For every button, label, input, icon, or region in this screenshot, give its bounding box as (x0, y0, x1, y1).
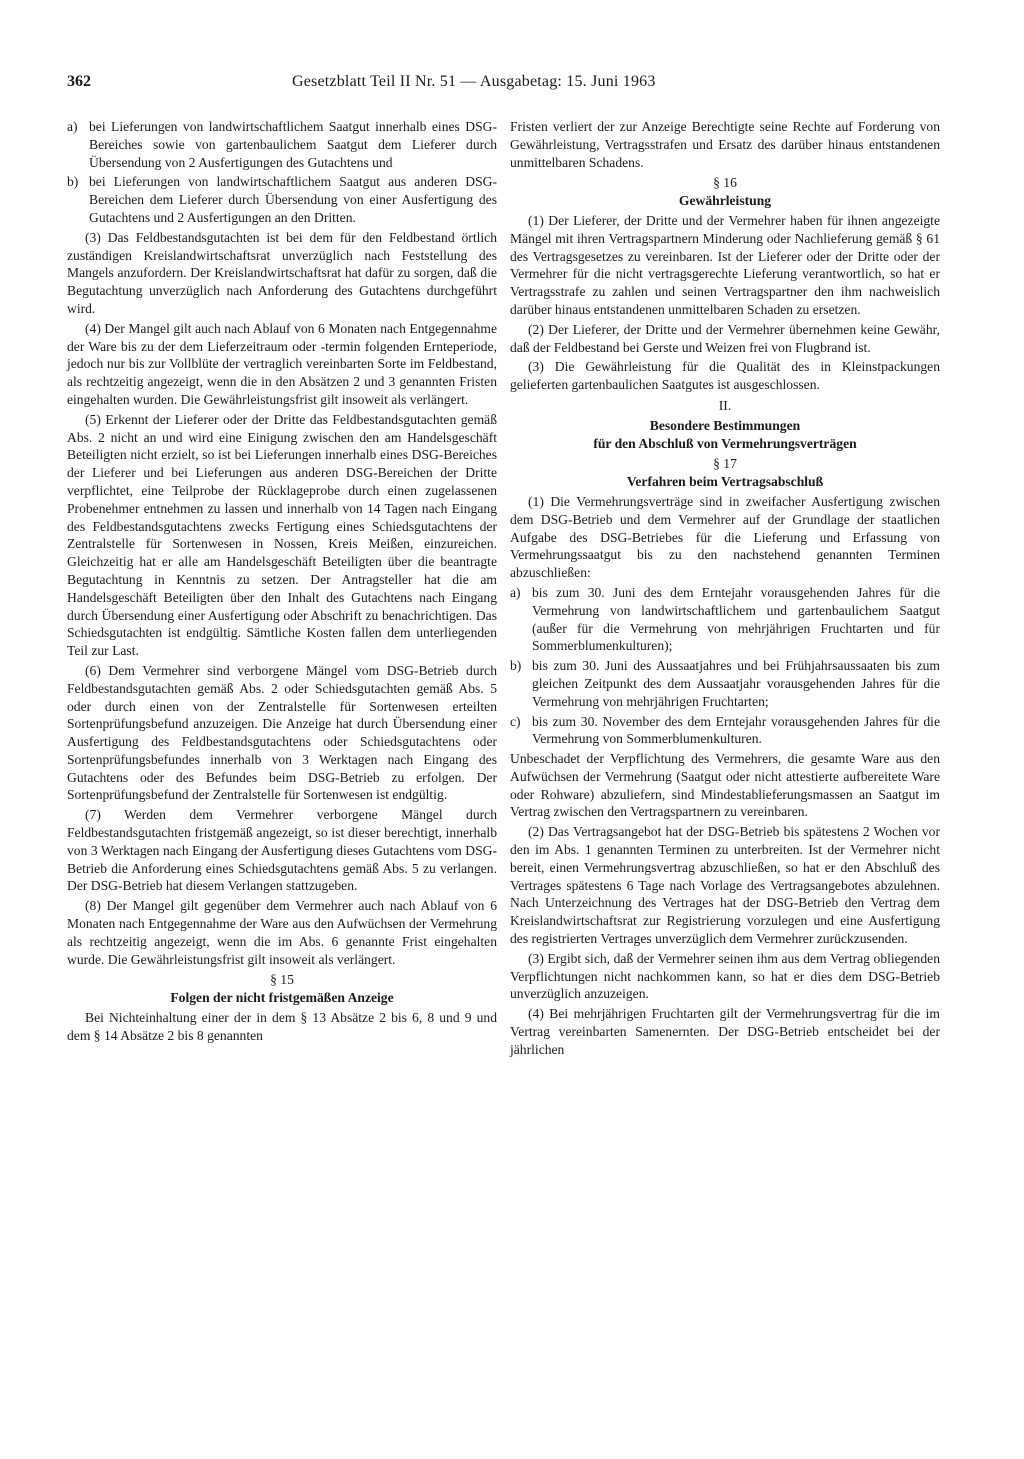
list-item-label: c) (510, 713, 521, 729)
list-item-label: b) (510, 658, 522, 674)
paragraph-6: (6) Dem Vermehrer sind verborgene Mängel vom DSG-Betrieb durch Feldbestandsgutachten gemäß Abs. 2 oder Schiedsgutachten gemäß Abs. 5 oder durch einen von der Zentralstelle für Sortenwesen erteilten Sortenprüfungsbefund anzuzeigen. Die Anzeige hat durch Übersendung einer Ausfertigung des Feldbestandsgutachtens oder Schiedsgutachtens oder Sortenprüfungsbefundes innerhalb von 3 Werktagen nach Eingang des Gutachtens oder des Befundes beim DSG-Betrieb zu erfolgen. Der Sortenprüfungsbefund der Zentralstelle für Sortenwesen ist endgültig. (67, 662, 497, 803)
part-heading-line-1: Besondere Bestimmungen (649, 417, 801, 433)
page-number: 362 (67, 73, 91, 90)
section-number: § 17 (713, 456, 737, 472)
list-item-label: a) (67, 119, 78, 134)
section-number: § 16 (713, 175, 737, 191)
section-paragraph: (3) Die Gewährleistung für die Qualität des in Kleinstpackungen gelieferten gartenbaulichen Saatgutes ist ausgeschlossen. (510, 359, 940, 393)
list-item-text: bis zum 30. Juni des dem Erntejahr vorausgehenden Jahres für die Vermehrung von landwirtschaftlichem und gartenbaulichem Saatgut (außer für die Vermehrung von mehrjährigen Fruchtarten und für Sommerblumenkulturen); (532, 584, 940, 654)
list-item-label: b) (67, 174, 79, 190)
section-paragraph: (1) Der Lieferer, der Dritte und der Vermehrer haben für ihnen angezeigte Mängel mit ihren Vertragspartnern Minderung oder Nachlieferung gemäß § 61 des Vertragsgesetzes zu vereinbaren. Ist der Lieferer oder der Dritte oder der Vermehrer für die nicht vertragsgerechte Lieferung verantwortlich, so hat er Vertragsstrafe zu zahlen und seinen Vertragspartner den ihm nachweislich darüber hinaus entstandenen unmittelbaren Schaden zu ersetzen. (510, 212, 940, 317)
part-number: II. (718, 397, 732, 413)
page-header (67, 73, 937, 97)
paragraph-7: (7) Werden dem Vermehrer verborgene Mängel durch Feldbestandsgutachten fristgemäß angezeigt, so ist dieser berechtigt, innerhalb von 3 Werktagen nach Eingang der Ausfertigung dieses Gutachtens vom DSG-Betrieb die Anforderung eines Schiedsgutachtens gemäß Abs. 5 zu verlangen. Der DSG-Betrieb hat diesem Verlangen stattzugeben. (67, 807, 497, 894)
section-paragraph: (4) Bei mehrjährigen Fruchtarten gilt der Vermehrungsvertrag für die im Vertrag vereinbarten Samenernten. Der DSG-Betrieb entscheidet bei der jährlichen (510, 1006, 940, 1057)
list-item-text: bis zum 30. November des dem Erntejahr vorausgehenden Jahres für die Vermehrung von Sommerblumenkulturen. (532, 713, 940, 747)
section-heading: Folgen der nicht fristgemäßen Anzeige (170, 990, 394, 1006)
list-item (510, 584, 940, 655)
section-paragraph: Bei Nichteinhaltung einer der in dem § 13 Absätze 2 bis 6, 8 und 9 und dem § 14 Absätze 2 bis 8 genannten (67, 1010, 497, 1043)
list-item-label: a) (510, 584, 521, 600)
section-number: § 15 (270, 972, 294, 988)
continued-paragraph: Fristen verliert der zur Anzeige Berechtigte seine Rechte auf Forderung von Gewährleistung, Vertragsstrafen und Ersatz des darüber hinaus entstandenen unmittelbaren Schadens. (510, 119, 940, 170)
list-item-text: bei Lieferungen von landwirtschaftlichem Saatgut aus anderen DSG-Bereichen dem Lieferer durch Übersendung von einer Ausfertigung des Gutachtens und 2 Ausfertigungen an den Dritten. (89, 174, 497, 225)
running-title: Gesetzblatt Teil II Nr. 51 — Ausgabetag: 15. Juni 1963 (292, 73, 656, 90)
part-heading-line-2: für den Abschluß von Vermehrungsverträgen (593, 435, 857, 451)
section-heading: Gewährleistung (678, 193, 772, 209)
paragraph-3: (3) Das Feldbestandsgutachten ist bei dem für den Feldbestand örtlich zuständigen Kreislandwirtschaftsrat unverzüglich nach Feststellung des Mangels anzufordern. Der Kreislandwirtschaftsrat hat dafür zu sorgen, daß die Begutachtung unverzüglich nach Anforderung des Gutachtens durchgeführt wird. (67, 229, 497, 316)
paragraph-5: (5) Erkennt der Lieferer oder der Dritte das Feldbestandsgutachten gemäß Abs. 2 nicht an und wird eine Einigung zwischen den am Handelsgeschäft Beteiligten nicht erzielt, so ist bei Lieferungen innerhalb eines DSG-Bereiches der Lieferer und bei Lieferungen aus anderen DSG-Bereichen der Dritte verpflichtet, eine Teilprobe der Rücklageprobe durch einen zugelassenen Probenehmer entnehmen zu lassen und innerhalb von 14 Tagen nach Eingang des Feldbestandsgutachtens zwecks Fertigung eines Schiedsgutachtens der Zentralstelle für Sortenwesen in Nossen, Kreis Meißen, einzureichen. Gleichzeitig hat er alle am Handelsgeschäft Beteiligten über die beantragte Begutachtung in Kenntnis zu setzen. Der Antragsteller hat die am Handelsgeschäft Beteiligten über den Inhalt des Gutachtens nach Eingang durch Übersendung einer Ausfertigung oder Abschrift zu benachrichtigen. Das Schiedsgutachten ist endgültig. Sämtliche Kosten fallen dem unterliegenden Teil zur Last. (67, 411, 497, 659)
list-item (67, 173, 497, 226)
section-paragraph: (2) Das Vertragsangebot hat der DSG-Betrieb bis spätestens 2 Wochen vor den im Abs. 1 genannten Terminen zu unterbreiten. Ist der Vermehrer nicht bereit, einen Vermehrungsvertrag abzuschließen, so hat er den Abschluß des Vertrages spätestens 6 Tage nach Vorlage des Vertragsangebotes abzulehnen. Nach Unterzeichnung des Vertrages hat der DSG-Betrieb den Vertrag dem Kreislandwirtschaftsrat zur Registrierung vorzulegen und eine Ausfertigung des registrierten Vertrages unverzüglich dem Vermehrer zurückzusenden. (510, 824, 940, 947)
paragraph-4: (4) Der Mangel gilt auch nach Ablauf von 6 Monaten nach Entgegennahme der Ware bis zu der dem Lieferzeitraum oder -termin folgenden Ernteperiode, jedoch nur bis zur Vollblüte der vertraglich vereinbarten Sorte im Feldbestand, als rechtzeitig angezeigt, wenn die in den Absätzen 2 und 3 genannten Fristen eingehalten wurden. Die Gewährleistungsfrist gilt insoweit als verlängert. (67, 320, 497, 407)
list-item (510, 657, 940, 710)
section-heading: Verfahren beim Vertragsabschluß (626, 474, 824, 490)
section-paragraph: (2) Der Lieferer, der Dritte und der Vermehrer übernehmen keine Gewähr, daß der Feldbestand bei Gerste und Weizen frei von Flugbrand ist. (510, 321, 940, 355)
section-paragraph: (1) Die Vermehrungsverträge sind in zweifacher Ausfertigung zwischen dem DSG-Betrieb und dem Vermehrer auf der Grundlage der staatlichen Aufgabe des DSG-Betriebes für die Lieferung und Erfassung von Vermehrungssaatgut bis zu den nachstehend genannten Terminen abzuschließen: (510, 493, 940, 581)
list-item-text: bis zum 30. Juni des Aussaatjahres und bei Frühjahrsaussaaten bis zum gleichen Zeitpunkt des dem Aussaatjahr vorausgehenden Jahres für die Vermehrung von mehrjährigen Fruchtarten; (532, 658, 940, 709)
section-paragraph: Unbeschadet der Verpflichtung des Vermehrers, die gesamte Ware aus den Aufwüchsen der Vermehrung (Saatgut oder nicht attestierte aufbereitete Ware oder Rohware) abzuliefern, sind Mindestablieferungsmassen an Saatgut im Vertrag zwischen den Vertragspartnern zu vereinbaren. (510, 751, 940, 820)
list-item (510, 713, 940, 749)
paragraph-8: (8) Der Mangel gilt gegenüber dem Vermehrer auch nach Ablauf von 6 Monaten nach Entgegennahme der Ware aus den Aufwüchsen der Vermehrung als rechtzeitig angezeigt, wenn die im Abs. 6 genannte Frist eingehalten wurde. Die Gewährleistungsfrist gilt insoweit als verlängert. (67, 898, 497, 967)
right-column (510, 118, 940, 1061)
list-item (67, 118, 497, 171)
section-paragraph: (3) Ergibt sich, daß der Vermehrer seinen ihm aus dem Vertrag obliegenden Verpflichtungen nicht nachkommen kann, so hat er dies dem DSG-Betrieb unverzüglich anzuzeigen. (510, 950, 940, 1002)
left-column (67, 118, 497, 1047)
list-item-text: bei Lieferungen von landwirtschaftlichem Saatgut innerhalb eines DSG-Bereiches sowie von gartenbaulichem Saatgut dem Lieferer durch Übersendung von 2 Ausfertigungen des Gutachtens und (89, 119, 497, 170)
